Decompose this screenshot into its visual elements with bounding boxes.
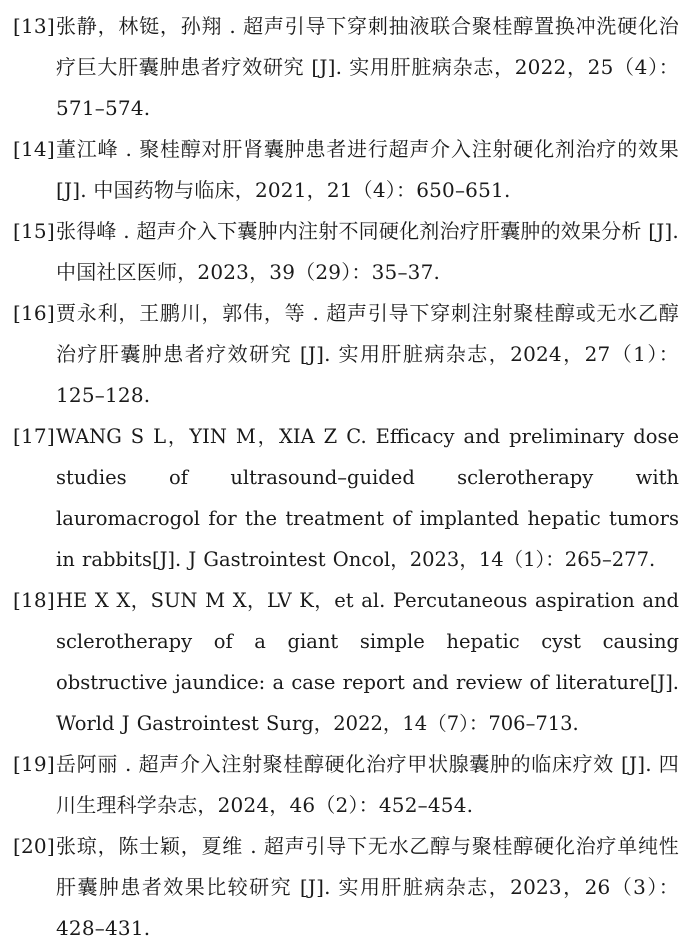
reference-text: 岳阿丽 . 超声介入注射聚桂醇硬化治疗甲状腺囊肿的临床疗效 [J]. 四川生理科学杂志，2024，46（2）：452–454. xyxy=(56,752,679,817)
reference-item xyxy=(13,416,679,580)
reference-item xyxy=(13,6,679,129)
reference-number: [15] xyxy=(13,219,55,243)
reference-text: 张得峰 . 超声介入下囊肿内注射不同硬化剂治疗肝囊肿的效果分析 [J]. 中国社区医师，2023，39（29）：35–37. xyxy=(56,219,679,284)
reference-item xyxy=(13,211,679,293)
reference-list xyxy=(13,6,679,949)
reference-item xyxy=(13,129,679,211)
reference-number: [18] xyxy=(13,588,55,612)
reference-number: [17] xyxy=(13,424,55,448)
reference-number: [13] xyxy=(13,14,55,38)
reference-text: 张琼，陈士颖，夏维 . 超声引导下无水乙醇与聚桂醇硬化治疗单纯性肝囊肿患者效果比较研究 [J]. 实用肝脏病杂志，2023，26（3）：428–431. xyxy=(56,834,679,940)
reference-text: 贾永利，王鹏川，郭伟，等 . 超声引导下穿刺注射聚桂醇或无水乙醇治疗肝囊肿患者疗效研究 [J]. 实用肝脏病杂志，2024，27（1）：125–128. xyxy=(56,301,679,407)
reference-number: [20] xyxy=(13,834,55,858)
reference-text: HE X X，SUN M X，LV K，et al. Percutaneous aspiration and sclerotherapy of a giant simple hepatic cyst causing obstructive jaundice: a case report and review of literature[J]. World J Gastrointest Surg，2022，14（7）：706–713. xyxy=(56,589,679,735)
reference-text: 董江峰 . 聚桂醇对肝肾囊肿患者进行超声介入注射硬化剂治疗的效果 [J]. 中国药物与临床，2021，21（4）：650–651. xyxy=(56,137,679,202)
reference-number: [16] xyxy=(13,301,55,325)
reference-text: WANG S L，YIN M，XIA Z C. Efficacy and preliminary dose studies of ultrasound–guided sclerotherapy with lauromacrogol for the treatment of implanted hepatic tumors in rabbits[J]. J Gastrointest Oncol，2023，14（1）：265–277. xyxy=(56,425,679,571)
reference-number: [19] xyxy=(13,752,55,776)
reference-item xyxy=(13,826,679,949)
reference-text: 张静，林铤，孙翔 . 超声引导下穿刺抽液联合聚桂醇置换冲洗硬化治疗巨大肝囊肿患者疗效研究 [J]. 实用肝脏病杂志，2022，25（4）：571–574. xyxy=(56,14,679,120)
reference-item xyxy=(13,293,679,416)
reference-item xyxy=(13,580,679,744)
reference-item xyxy=(13,744,679,826)
reference-number: [14] xyxy=(13,137,55,161)
